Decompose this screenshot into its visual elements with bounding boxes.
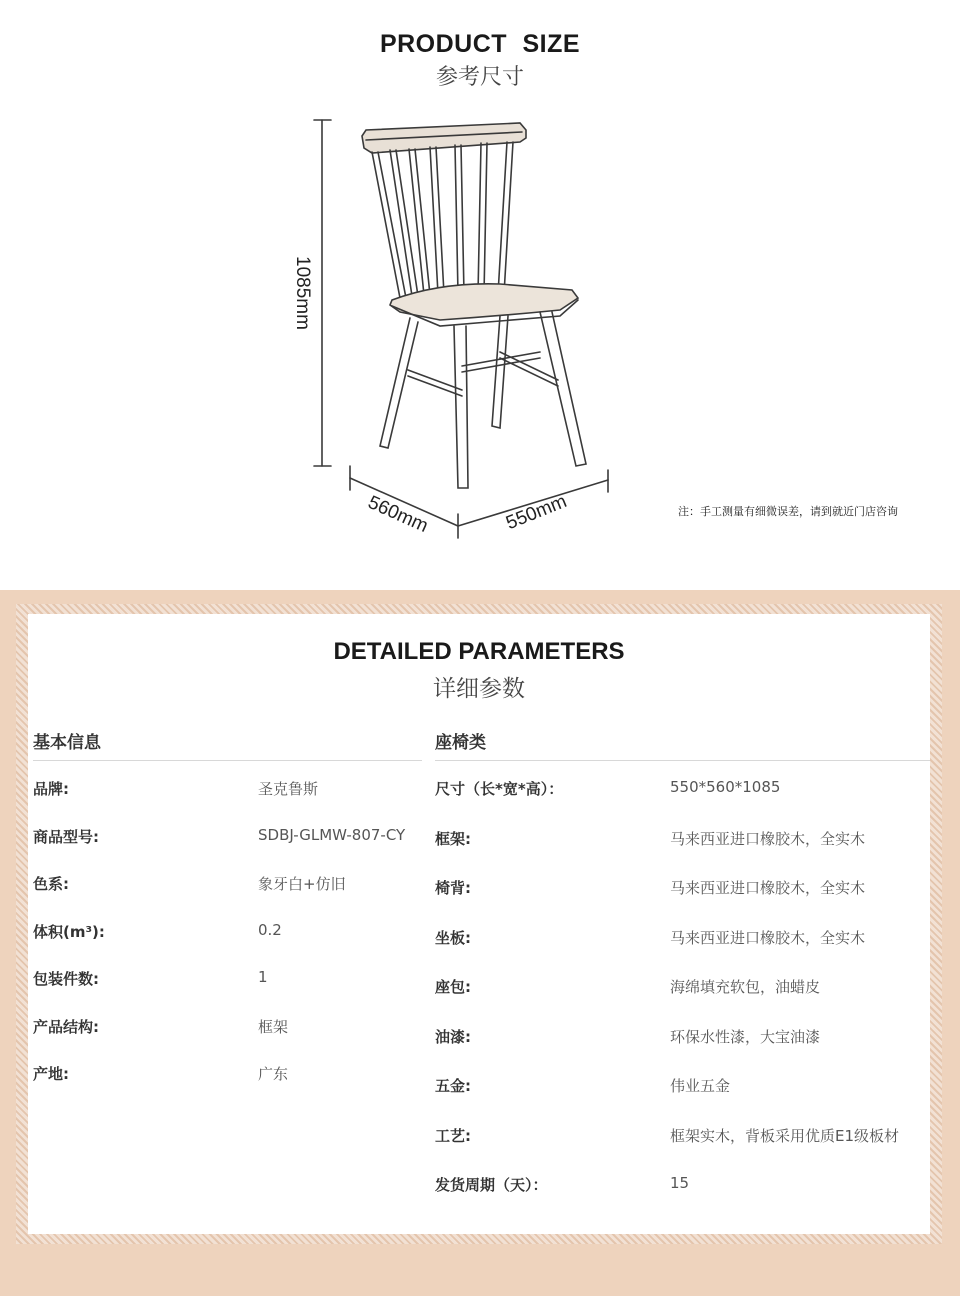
- param-value: 0.2: [258, 920, 282, 939]
- height-dimension: 1085mm: [292, 256, 313, 330]
- parameters-subtitle: 详细参数: [433, 676, 525, 702]
- param-value: SDBJ-GLMW-807-CY: [258, 825, 406, 844]
- param-value: 圣克鲁斯: [258, 780, 319, 798]
- param-label: 商品型号:: [33, 827, 99, 846]
- param-label: 体积(m³):: [33, 922, 105, 941]
- param-label: 工艺:: [435, 1126, 471, 1145]
- product-size-section: [0, 0, 960, 590]
- param-label: 座包:: [435, 978, 471, 996]
- param-label: 五金:: [435, 1077, 471, 1095]
- param-value: 框架: [258, 1017, 289, 1036]
- param-label: 产品结构:: [33, 1017, 99, 1036]
- param-value: 马来西亚进口橡胶木，全实木: [670, 879, 866, 897]
- param-value: 550*560*1085: [670, 778, 781, 796]
- param-label: 框架:: [435, 829, 471, 848]
- parameters-title: DETAILED PARAMETERS: [333, 638, 625, 665]
- striped-frame: [16, 604, 942, 1244]
- parameters-section: [0, 590, 960, 1296]
- product-size-subtitle: 参考尺寸: [435, 65, 524, 90]
- param-label: 发货周期（天）：: [435, 1176, 548, 1194]
- param-value: 1: [258, 968, 268, 986]
- param-label: 品牌:: [33, 780, 69, 798]
- param-value: 马来西亚进口橡胶木，全实木: [670, 928, 866, 947]
- param-value: 框架实木，背板采用优质E1级板材: [670, 1126, 900, 1145]
- param-label: 包装件数:: [33, 970, 99, 988]
- param-label: 坐板:: [435, 928, 471, 947]
- seat-divider: [435, 760, 930, 761]
- chair-sketch: [0, 0, 960, 590]
- param-label: 椅背:: [435, 879, 471, 897]
- param-label: 尺寸（长*宽*高）：: [435, 780, 564, 798]
- parameters-card: [28, 614, 930, 1234]
- param-value: 环保水性漆，大宝油漆: [670, 1027, 821, 1046]
- param-value: 15: [670, 1174, 690, 1192]
- param-value: 象牙白+仿旧: [258, 875, 346, 893]
- depth-dimension: 550mm: [503, 490, 570, 535]
- basic-info-divider: [33, 760, 422, 761]
- width-dimension: 560mm: [364, 492, 432, 538]
- param-value: 广东: [258, 1065, 289, 1083]
- basic-info-heading: 基本信息: [33, 733, 101, 753]
- param-label: 色系:: [33, 875, 69, 893]
- product-size-title: PRODUCT SIZE: [379, 30, 581, 58]
- param-value: 伟业五金: [670, 1077, 731, 1095]
- seat-heading: 座椅类: [435, 733, 486, 753]
- param-label: 油漆:: [435, 1027, 471, 1046]
- param-value: 马来西亚进口橡胶木，全实木: [670, 829, 866, 848]
- param-label: 产地:: [33, 1065, 69, 1083]
- measurement-note: 注：手工测量有细微误差，请到就近门店咨询: [678, 505, 898, 518]
- param-value: 海绵填充软包，油蜡皮: [670, 978, 821, 996]
